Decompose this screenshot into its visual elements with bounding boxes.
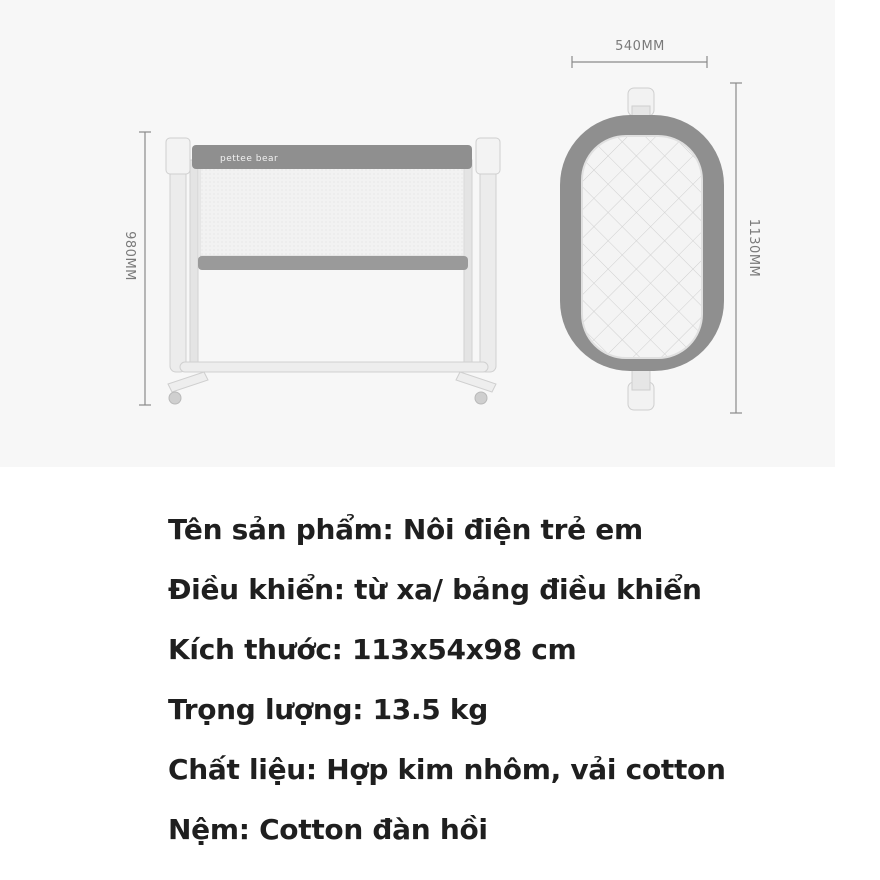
- height-dimension-label: 980MM: [122, 231, 137, 281]
- spec-value: từ xa/ bảng điều khiển: [354, 573, 702, 606]
- brand-mark: pettee bear: [220, 154, 279, 164]
- spec-label: Trọng lượng:: [168, 693, 364, 726]
- spec-label: Nệm:: [168, 813, 250, 846]
- length-dimension-line: [730, 83, 742, 413]
- spec-material: [168, 746, 726, 806]
- spec-product-name: [168, 506, 726, 566]
- spec-value: Hợp kim nhôm, vải cotton: [326, 753, 726, 786]
- height-dimension-line: [139, 132, 151, 405]
- spec-size: [168, 626, 726, 686]
- spec-label: Tên sản phẩm:: [168, 513, 394, 546]
- spec-value: Cotton đàn hồi: [259, 813, 488, 846]
- spec-list: [168, 506, 726, 866]
- spec-value: 13.5 kg: [372, 693, 488, 726]
- spec-label: Chất liệu:: [168, 753, 317, 786]
- crib-side-view: [166, 138, 500, 404]
- spec-label: Kích thước:: [168, 633, 343, 666]
- length-dimension-label: 1130MM: [746, 218, 761, 278]
- spec-control: [168, 566, 726, 626]
- spec-value: Nôi điện trẻ em: [402, 513, 643, 546]
- spec-value: 113x54x98 cm: [352, 633, 577, 666]
- spec-weight: [168, 686, 726, 746]
- spec-label: Điều khiển:: [168, 573, 345, 606]
- width-dimension-label: 540MM: [615, 39, 665, 54]
- spec-mattress: [168, 806, 726, 866]
- crib-top-view: [560, 88, 724, 410]
- width-dimension-line: [572, 56, 707, 68]
